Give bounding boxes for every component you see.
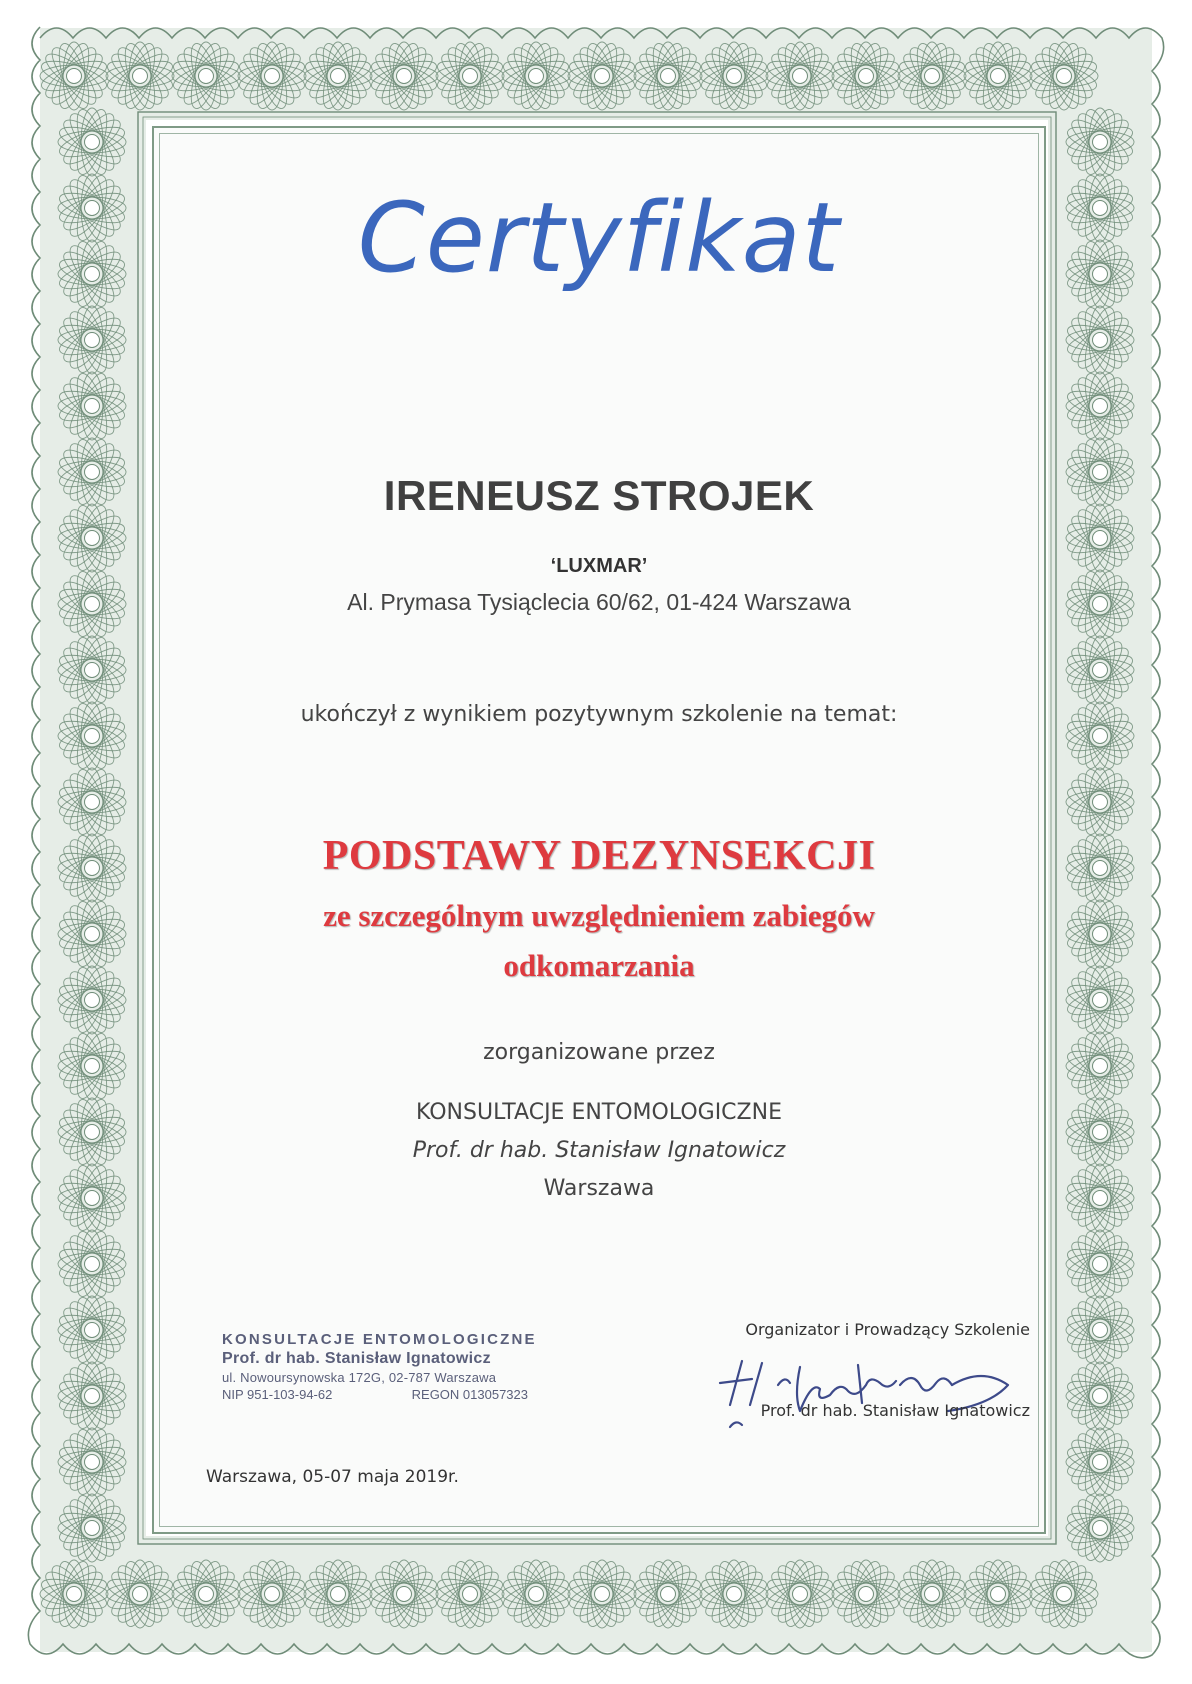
organizer-person: Prof. dr hab. Stanisław Ignatowicz bbox=[412, 1138, 786, 1163]
signature-name: Prof. dr hab. Stanisław Ignatowicz bbox=[760, 1401, 1030, 1420]
stamp-person: Prof. dr hab. Stanisław Ignatowicz bbox=[222, 1350, 491, 1367]
stamp-nip: NIP 951-103-94-62 bbox=[222, 1387, 333, 1402]
organizer-city: Warszawa bbox=[543, 1176, 655, 1201]
organized-by-label: zorganizowane przez bbox=[483, 1040, 715, 1065]
recipient-company: ‘LUXMAR’ bbox=[550, 555, 648, 577]
organizer-name: KONSULTACJE ENTOMOLOGICZNE bbox=[416, 1100, 782, 1125]
course-subtitle-line1: ze szczególnym uwzględnieniem zabiegów bbox=[323, 898, 875, 933]
stamp-regon: REGON 013057323 bbox=[411, 1387, 528, 1402]
course-subtitle-line2: odkomarzania bbox=[503, 948, 695, 983]
place-and-date: Warszawa, 05-07 maja 2019r. bbox=[206, 1467, 459, 1487]
signature-role: Organizator i Prowadzący Szkolenie bbox=[745, 1320, 1030, 1339]
course-title: PODSTAWY DEZYNSEKCJI bbox=[322, 833, 876, 879]
organizer-stamp bbox=[222, 1330, 542, 1403]
stamp-organization: KONSULTACJE ENTOMOLOGICZNE bbox=[222, 1331, 537, 1348]
certificate-title: Certyfikat bbox=[357, 182, 841, 294]
completion-statement: ukończył z wynikiem pozytywnym szkolenie na temat: bbox=[300, 702, 898, 727]
stamp-ids bbox=[222, 1386, 528, 1403]
recipient-address: Al. Prymasa Tysiąclecia 60/62, 01-424 Warszawa bbox=[347, 589, 851, 615]
recipient-name: IRENEUSZ STROJEK bbox=[383, 472, 815, 519]
stamp-address: ul. Nowoursynowska 172G, 02-787 Warszawa bbox=[222, 1370, 497, 1385]
